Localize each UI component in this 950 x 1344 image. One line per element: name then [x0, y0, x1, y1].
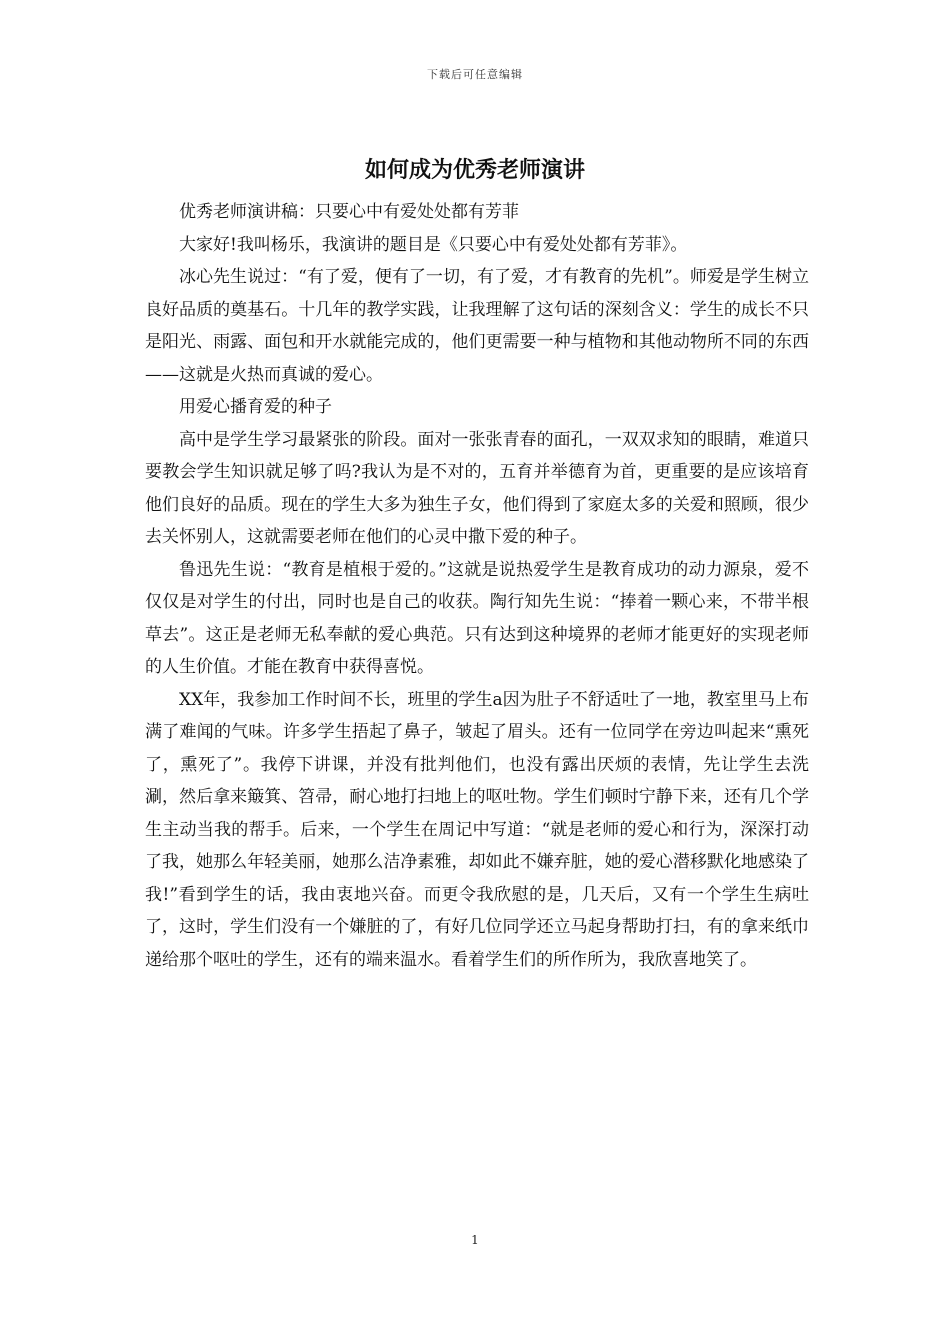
document-body [145, 196, 809, 976]
page-number: 1 [471, 1233, 479, 1247]
paragraph-greeting: 大家好!我叫杨乐，我演讲的题目是《只要心中有爱处处都有芳菲》。 [179, 234, 688, 255]
header-note: 下载后可任意编辑 [427, 68, 523, 81]
paragraph-section-heading: 用爱心播育爱的种子 [179, 397, 332, 417]
paragraph-bingxin-quote: 冰心先生说过：“有了爱，便有了一切，有了爱，才有教育的先机”。师爱是学生树立良好品质的奠基石。十几年的教学实践，让我理解了这句话的深刻含义：学生的成长不只是阳光、雨露、面包和开水就能完成的，他们更需要一种与植物和其他动物所不同的东西——这就是火热而真诚的爱心。 [145, 267, 809, 385]
paragraph-subtitle: 优秀老师演讲稿：只要心中有爱处处都有芳菲 [179, 202, 519, 222]
paragraph-story: XX年，我参加工作时间不长，班里的学生a因为肚子不舒适吐了一地，教室里马上布满了难闻的气味。许多学生捂起了鼻子，皱起了眉头。还有一位同学在旁边叫起来“熏死了，熏死了”。我停下讲课，并没有批判他们，也没有露出厌烦的表情，先让学生去洗涮，然后拿来簸箕、笤帚，耐心地打扫地上的呕吐物。学生们顿时宁静下来，还有几个学生主动当我的帮手。后来，一个学生在周记中写道：“就是老师的爱心和行为，深深打动了我，她那么年轻美丽，她那么洁净素雅，却如此不嫌弃脏，她的爱心潜移默化地感染了我!”看到学生的话，我由衷地兴奋。而更令我欣慰的是，几天后，又有一个学生生病吐了，这时，学生们没有一个嫌脏的了，有好几位同学还立马起身帮助打扫，有的拿来纸巾递给那个呕吐的学生，还有的端来温水。看着学生们的所作所为，我欣喜地笑了。 [145, 689, 809, 970]
paragraph-high-school: 高中是学生学习最紧张的阶段。面对一张张青春的面孔，一双双求知的眼睛，难道只要教会学生知识就足够了吗?我认为是不对的，五育并举德育为首，更重要的是应该培育他们良好的品质。现在的学生大多为独生子女，他们得到了家庭太多的关爱和照顾，很少去关怀别人，这就需要老师在他们的心灵中撒下爱的种子。 [145, 429, 809, 547]
paragraph-luxun-quote: 鲁迅先生说：“教育是植根于爱的。”这就是说热爱学生是教育成功的动力源泉，爱不仅仅是对学生的付出，同时也是自己的收获。陶行知先生说：“捧着一颗心来，不带半根草去”。这正是老师无私奉献的爱心典范。只有达到这种境界的老师才能更好的实现老师的人生价值。才能在教育中获得喜悦。 [145, 559, 809, 677]
document-title: 如何成为优秀老师演讲 [364, 157, 585, 183]
